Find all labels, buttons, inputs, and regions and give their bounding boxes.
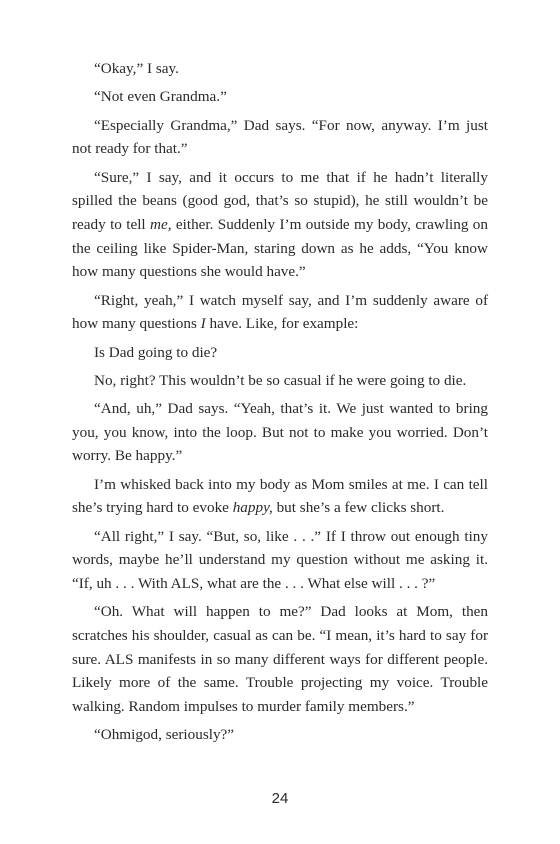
paragraph-5: “Right, yeah,” I watch myself say, and I’m suddenly aware of how many questions I have. Like, for example: — [72, 291, 488, 333]
paragraph-12: “Ohmigod, seriously?” — [94, 726, 235, 744]
paragraph-9: I’m whisked back into my body as Mom smiles at me. I can tell she’s trying hard to evoke happy, but she’s a few clicks short. — [72, 475, 488, 517]
paragraph-10: “All right,” I say. “But, so, like . . .” If I throw out enough tiny words, maybe he’ll understand my question without me asking it. “If, uh . . . With ALS, what are the . . . What else will . . . ?” — [72, 527, 488, 593]
paragraph-3: “Especially Grandma,” Dad says. “For now, anyway. I’m just not ready for that.” — [72, 116, 488, 158]
page-number: 24 — [271, 790, 289, 807]
paragraph-11: “Oh. What will happen to me?” Dad looks at Mom, then scratches his shoulder, casual as can be. “I mean, it’s hard to say for sure. ALS manifests in so many different ways for different people. Likely more of the same. Trouble projecting my voice. Trouble walking. Random impulses to murder family members.” — [72, 603, 488, 715]
paragraph-4: “Sure,” I say, and it occurs to me that if he hadn’t literally spilled the beans (good god, that’s so stupid), he still wouldn’t be ready to tell me, either. Suddenly I’m outside my body, crawling on the ceiling like Spider-Man, staring down as he adds, “You know how many questions she would have.” — [72, 168, 488, 281]
page-body — [72, 57, 488, 747]
paragraph-8: “And, uh,” Dad says. “Yeah, that’s it. We just wanted to bring you, you know, into the loop. But not to make you worried. Don’t worry. Be happy.” — [72, 400, 488, 465]
paragraph-6: Is Dad going to die? — [94, 343, 218, 361]
paragraph-2: “Not even Grandma.” — [94, 88, 227, 106]
paragraph-1: “Okay,” I say. — [94, 60, 179, 77]
paragraph-7: No, right? This wouldn’t be so casual if he were going to die. — [94, 371, 467, 389]
